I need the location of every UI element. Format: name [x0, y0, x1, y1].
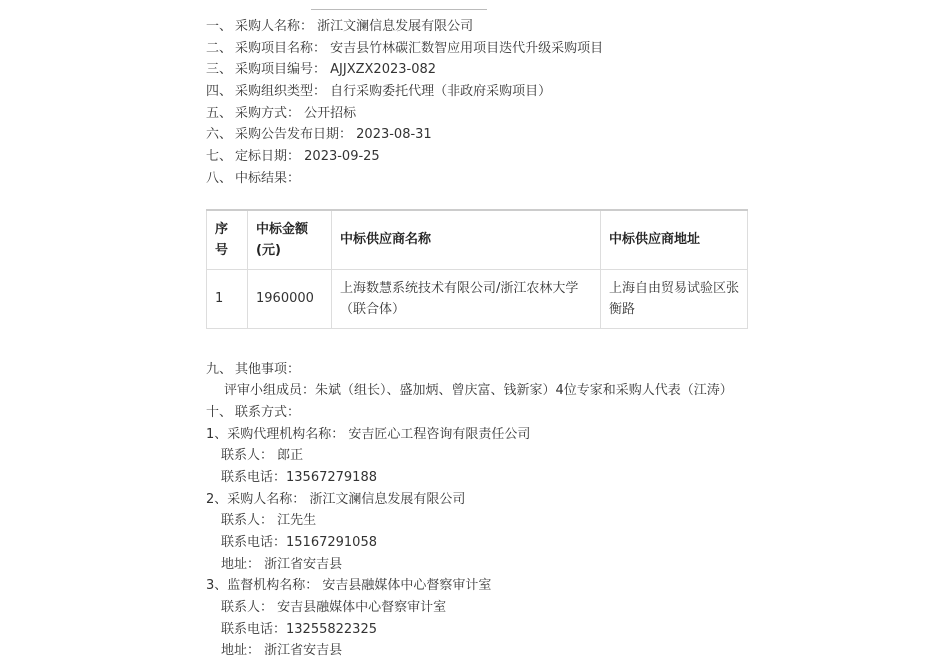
item-number: 五、	[206, 105, 233, 121]
result-table	[206, 209, 748, 329]
info-item	[206, 124, 766, 146]
header-supplier-address: 中标供应商地址	[601, 210, 748, 270]
item-label: 采购组织类型：	[235, 84, 327, 100]
review-panel-text: 评审小组成员：朱斌（组长）、盛加炳、曾庆富、钱新家）4位专家和采购人代表（江涛）	[224, 383, 733, 399]
item-number: 七、	[206, 149, 233, 165]
cell-amount: 1960000	[248, 269, 332, 328]
contact-group-title: 3、监督机构名称： 安吉县融媒体中心督察审计室	[206, 578, 492, 594]
info-item	[206, 59, 766, 81]
other-matters-heading	[206, 359, 766, 381]
item-value: 浙江文澜信息发展有限公司	[317, 19, 474, 34]
contact-detail: 联系电话：15167291058	[221, 535, 377, 550]
header-amount: 中标金额(元)	[248, 210, 332, 270]
contact-detail: 联系人： 安吉县融媒体中心督察审计室	[221, 600, 447, 616]
contact-group-title: 2、采购人名称： 浙江文澜信息发展有限公司	[206, 491, 466, 507]
contact-detail: 地址： 浙江省安吉县	[221, 556, 343, 572]
cell-supplier-address: 上海自由贸易试验区张衡路	[601, 269, 748, 328]
item-number: 三、	[206, 62, 233, 78]
item-value: AJJXZX2023-082	[330, 62, 437, 78]
item-label: 采购公告发布日期：	[235, 127, 353, 143]
info-item	[206, 168, 766, 190]
item-number: 二、	[206, 40, 233, 56]
table-row	[207, 269, 748, 328]
contact-detail: 联系人： 郎正	[221, 448, 304, 464]
cell-index: 1	[207, 269, 248, 328]
item-label: 采购人名称：	[235, 19, 314, 34]
item-value: 2023-09-25	[304, 149, 380, 165]
info-item	[206, 103, 766, 125]
table-header-row	[207, 210, 748, 270]
item-number: 八、	[206, 170, 233, 186]
cell-supplier-name: 上海数慧系统技术有限公司/浙江农林大学（联合体）	[332, 269, 601, 328]
contact-detail: 地址： 浙江省安吉县	[221, 643, 343, 659]
item-value: 安吉县竹林碳汇数智应用项目迭代升级采购项目	[330, 40, 604, 56]
section-label: 联系方式：	[235, 404, 301, 420]
info-item	[206, 146, 766, 168]
item-label: 中标结果：	[235, 170, 301, 186]
top-divider	[311, 9, 487, 10]
contact-heading	[206, 402, 766, 424]
item-label: 定标日期：	[235, 149, 301, 165]
contact-detail: 联系电话：13255822325	[221, 621, 377, 637]
item-label: 采购项目名称：	[235, 40, 327, 56]
item-number: 四、	[206, 84, 233, 100]
item-number: 六、	[206, 127, 233, 143]
item-label: 采购方式：	[235, 105, 301, 121]
section-number: 十、	[206, 404, 233, 420]
item-value: 自行采购委托代理（非政府采购项目）	[330, 84, 552, 100]
contact-detail: 联系人： 江先生	[221, 513, 317, 529]
item-value: 2023-08-31	[356, 127, 432, 143]
item-label: 采购项目编号：	[235, 62, 327, 78]
header-supplier-name: 中标供应商名称	[332, 210, 601, 270]
contact-groups	[206, 424, 766, 663]
section-label: 其他事项：	[235, 361, 301, 377]
info-item	[206, 38, 766, 60]
info-list	[206, 16, 766, 190]
item-value: 公开招标	[304, 105, 357, 121]
section-number: 九、	[206, 361, 233, 377]
announcement-content	[206, 16, 766, 662]
contact-detail: 联系电话：13567279188	[221, 469, 377, 485]
contact-group-title: 1、采购代理机构名称： 安吉匠心工程咨询有限责任公司	[206, 426, 531, 442]
item-number: 一、	[206, 19, 233, 34]
info-item	[206, 81, 766, 103]
header-index: 序号	[207, 210, 248, 270]
info-item	[206, 16, 766, 38]
